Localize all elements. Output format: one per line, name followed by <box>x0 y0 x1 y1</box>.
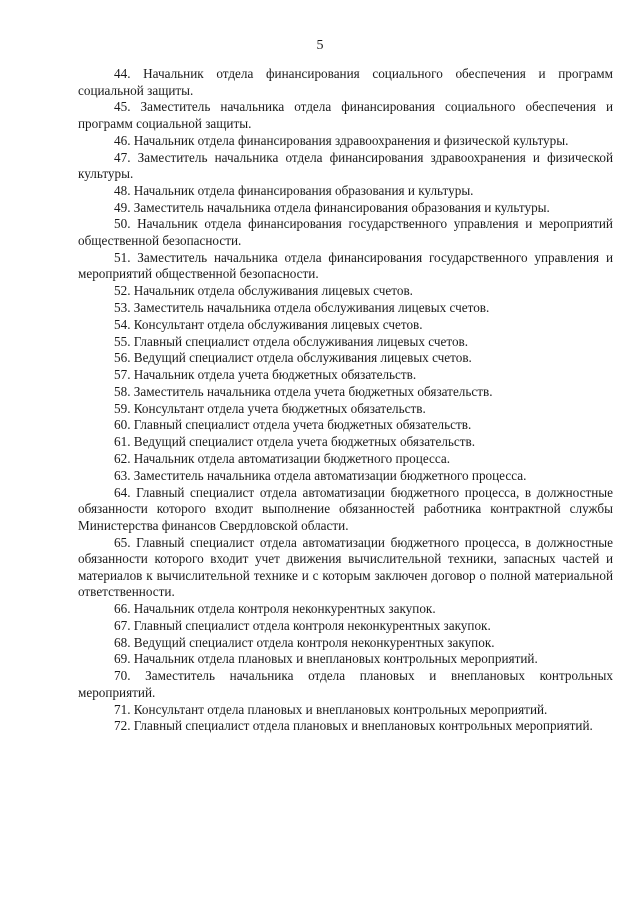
list-item: 57. Начальник отдела учета бюджетных обязательств. <box>114 367 417 383</box>
list-item: 65. Главный специалист отдела автоматизации бюджетного процесса, в должностные обязанности которого входит учет движения вычислительной техники, запасных частей и материалов к вычислительной технике и с которым заключен договор о полной материальной ответственности. <box>78 534 613 600</box>
list-item: 48. Начальник отдела финансирования образования и культуры. <box>114 182 474 198</box>
list-item: 45. Заместитель начальника отдела финансирования социального обеспечения и программ социальной защиты. <box>78 99 613 131</box>
list-item: 64. Главный специалист отдела автоматизации бюджетного процесса, в должностные обязанности которого входит выполнение обязанностей работника контрактной службы Министерства финансов Свердловской области. <box>78 484 613 533</box>
list-item: 47. Заместитель начальника отдела финансирования здравоохранения и физической культуры. <box>78 149 613 182</box>
list-item: 44. Начальник отдела финансирования социального обеспечения и программ социальной защиты. <box>78 66 613 98</box>
list-item: 69. Начальник отдела плановых и внеплановых контрольных мероприятий. <box>114 651 538 667</box>
position-list <box>78 66 613 735</box>
list-item: 49. Заместитель начальника отдела финансирования образования и культуры. <box>114 199 550 215</box>
list-item: 52. Начальник отдела обслуживания лицевых счетов. <box>114 283 413 299</box>
list-item: 68. Ведущий специалист отдела контроля неконкурентных закупок. <box>114 634 495 650</box>
list-item: 67. Главный специалист отдела контроля неконкурентных закупок. <box>114 617 491 633</box>
page-number: 5 <box>316 38 324 53</box>
list-item: 54. Консультант отдела обслуживания лицевых счетов. <box>114 316 423 332</box>
list-item: 60. Главный специалист отдела учета бюджетных обязательств. <box>114 417 472 433</box>
list-item: 71. Консультант отдела плановых и внеплановых контрольных мероприятий. <box>114 701 548 717</box>
list-item: 51. Заместитель начальника отдела финансирования государственного управления и мероприятий общественной безопасности. <box>78 249 613 282</box>
list-item: 58. Заместитель начальника отдела учета бюджетных обязательств. <box>114 383 493 399</box>
list-item: 50. Начальник отдела финансирования государственного управления и мероприятий общественной безопасности. <box>78 216 613 249</box>
list-item: 61. Ведущий специалист отдела учета бюджетных обязательств. <box>114 434 476 450</box>
list-item: 46. Начальник отдела финансирования здравоохранения и физической культуры. <box>114 132 569 148</box>
list-item: 56. Ведущий специалист отдела обслуживания лицевых счетов. <box>114 350 472 366</box>
list-item: 53. Заместитель начальника отдела обслуживания лицевых счетов. <box>114 300 490 315</box>
list-item: 59. Консультант отдела учета бюджетных обязательств. <box>114 400 426 416</box>
list-item: 70. Заместитель начальника отдела плановых и внеплановых контрольных мероприятий. <box>78 668 613 700</box>
list-item: 66. Начальник отдела контроля неконкурентных закупок. <box>114 601 436 617</box>
list-item: 62. Начальник отдела автоматизации бюджетного процесса. <box>114 451 451 467</box>
list-item: 72. Главный специалист отдела плановых и внеплановых контрольных мероприятий. <box>114 718 593 734</box>
list-item: 55. Главный специалист отдела обслуживания лицевых счетов. <box>114 333 469 349</box>
list-item: 63. Заместитель начальника отдела автоматизации бюджетного процесса. <box>114 467 527 483</box>
